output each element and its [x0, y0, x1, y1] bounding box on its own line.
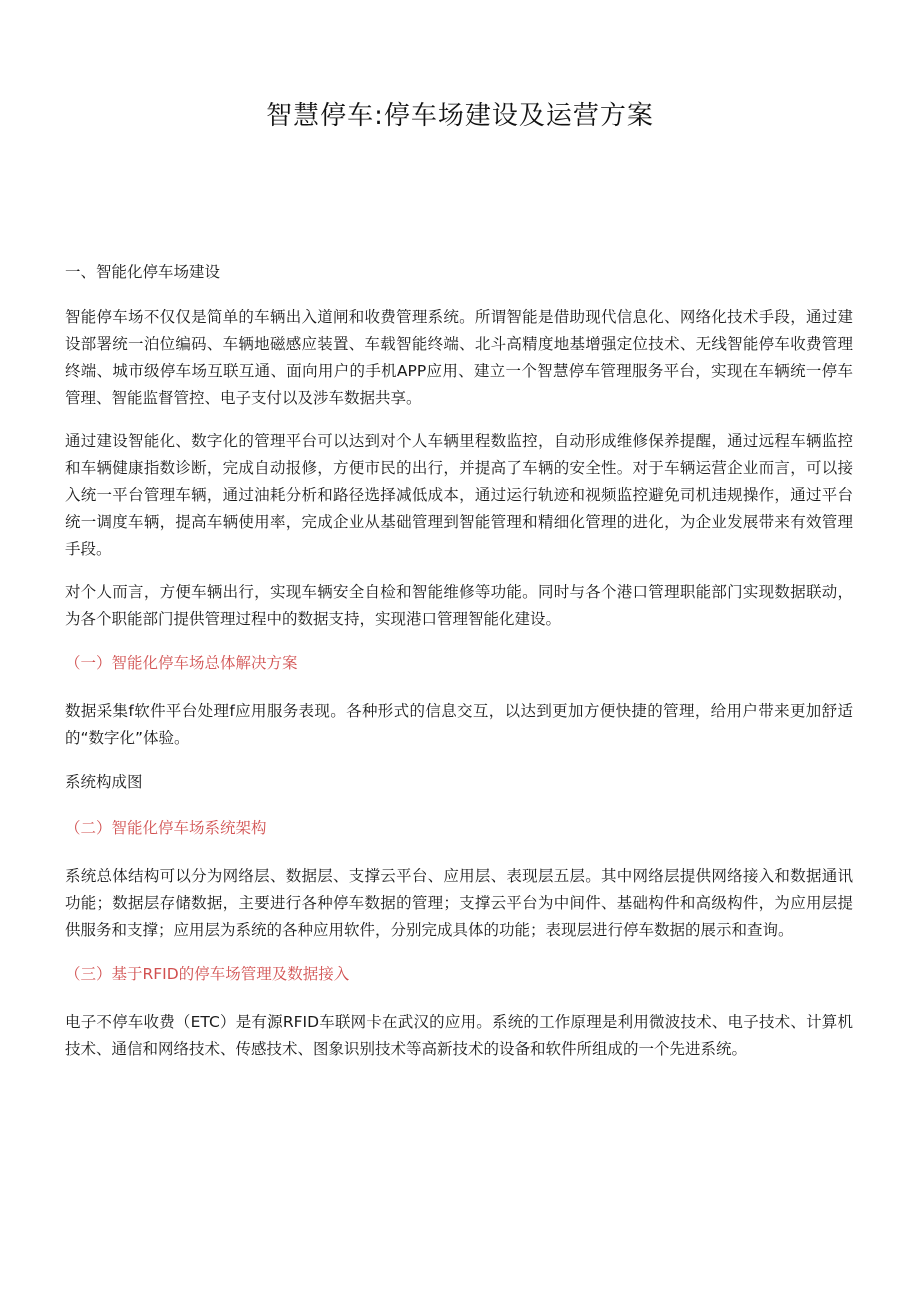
paragraph-data-flow: 数据采集f软件平台处理f应用服务表现。各种形式的信息交互，以达到更加方便快捷的管理，给用户带来更加舒适的“数字化”体验。	[65, 702, 853, 747]
section-heading-1: 一、智能化停车场建设	[65, 263, 221, 281]
document-title: 智慧停车:停车场建设及运营方案	[266, 101, 654, 131]
document-body	[65, 258, 853, 1079]
paragraph-etc: 电子不停车收费（ETC）是有源RFID车联网卡在武汉的应用。系统的工作原理是利用微波技术、电子技术、计算机技术、通信和网络技术、传感技术、图象识别技术等高新技术的设备和软件所组成的一个先进系统。	[65, 1013, 853, 1058]
paragraph-intro: 智能停车场不仅仅是简单的车辆出入道闸和收费管理系统。所谓智能是借助现代信息化、网络化技术手段，通过建设部署统一泊位编码、车辆地磁感应装置、车载智能终端、北斗高精度地基增强定位技术、无线智能停车收费管理终端、城市级停车场互联互通、面向用户的手机APP应用、建立一个智慧停车管理服务平台，实现在车辆统一停车管理、智能监督管控、电子支付以及涉车数据共享。	[65, 308, 853, 407]
paragraph-individual: 对个人而言，方便车辆出行，实现车辆安全自检和智能维修等功能。同时与各个港口管理职能部门实现数据联动，为各个职能部门提供管理过程中的数据支持，实现港口管理智能化建设。	[65, 583, 853, 628]
paragraph-platform: 通过建设智能化、数字化的管理平台可以达到对个人车辆里程数监控，自动形成维修保养提醒，通过远程车辆监控和车辆健康指数诊断，完成自动报修，方便市民的出行，并提高了车辆的安全性。对于车辆运营企业而言，可以接入统一平台管理车辆，通过油耗分析和路径选择减低成本，通过运行轨迹和视频监控避免司机违规操作，通过平台统一调度车辆，提高车辆使用率，完成企业从基础管理到智能管理和精细化管理的进化，为企业发展带来有效管理手段。	[65, 432, 853, 558]
diagram-caption: 系统构成图	[65, 773, 143, 791]
subheading-system-architecture: （二）智能化停车场系统架构	[65, 819, 267, 837]
subheading-overall-solution: （一）智能化停车场总体解决方案	[65, 654, 298, 672]
subheading-rfid: （三）基于RFID的停车场管理及数据接入	[65, 965, 350, 983]
paragraph-architecture: 系统总体结构可以分为网络层、数据层、支撑云平台、应用层、表现层五层。其中网络层提供网络接入和数据通讯功能；数据层存储数据，主要进行各种停车数据的管理；支撑云平台为中间件、基础构件和高级构件，为应用层提供服务和支撑；应用层为系统的各种应用软件，分别完成具体的功能；表现层进行停车数据的展示和查询。	[65, 867, 853, 939]
